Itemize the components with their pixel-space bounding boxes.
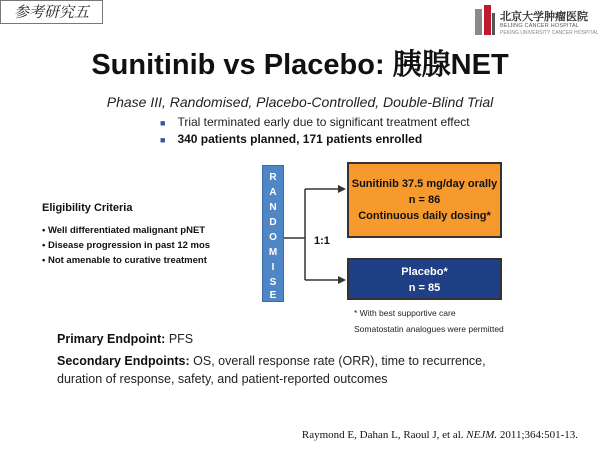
bullet-text: Trial terminated early due to significant treatment effect xyxy=(177,115,470,129)
citation-journal: NEJM. xyxy=(466,429,498,441)
arm-line: Sunitinib 37.5 mg/day orally xyxy=(351,178,498,190)
bullet-icon: ■ xyxy=(160,117,166,128)
eligibility-item: • Disease progression in past 12 mos xyxy=(42,240,211,251)
allocation-ratio: 1:1 xyxy=(314,235,330,247)
randomise-letter: I xyxy=(271,262,275,273)
arm-line: Continuous daily dosing* xyxy=(358,210,491,222)
arm-line: n = 85 xyxy=(408,282,441,294)
bullet-text: 340 patients planned, 171 patients enrolled xyxy=(177,132,423,146)
slide-title: Sunitinib vs Placebo: 胰腺NET xyxy=(91,49,509,81)
randomise-letter: E xyxy=(269,290,277,301)
citation xyxy=(302,429,578,441)
slide-subtitle: Phase III, Randomised, Placebo-Controlled, Double-Blind Trial xyxy=(106,94,494,110)
citation-details: 2011;364:501-13. xyxy=(497,429,578,441)
placebo-arm-box xyxy=(347,258,502,300)
randomise-letter: S xyxy=(269,277,277,288)
footnote-somatostatin: Somatostatin analogues were permitted xyxy=(354,324,504,334)
logo-english-subtext: PEKING UNIVERSITY CANCER HOSPITAL xyxy=(500,30,599,36)
randomise-letter: N xyxy=(269,202,277,213)
eligibility-item: • Well differentiated malignant pNET xyxy=(42,225,206,236)
secondary-endpoints-continued: duration of response, safety, and patient-reported outcomes xyxy=(57,372,388,386)
logo-english-text: BEIJING CANCER HOSPITAL xyxy=(500,23,580,29)
arm-line: Placebo* xyxy=(401,266,448,278)
secondary-endpoints xyxy=(57,354,486,368)
randomise-letter: D xyxy=(269,217,277,228)
secondary-endpoints-value: OS, overall response rate (ORR), time to recurrence, xyxy=(189,354,486,368)
citation-authors: Raymond E, Dahan L, Raoul J, et al. xyxy=(301,429,467,441)
eligibility-item: • Not amenable to curative treatment xyxy=(42,255,207,266)
randomise-box xyxy=(262,165,284,302)
secondary-endpoints-label: Secondary Endpoints: xyxy=(57,354,190,368)
randomise-letter: R xyxy=(269,172,277,183)
reference-study-tag: 参考研究五 xyxy=(0,0,103,24)
randomise-letter: A xyxy=(269,187,277,198)
footnote-supportive-care: * With best supportive care xyxy=(354,308,456,318)
randomise-letter: M xyxy=(268,247,278,258)
logo-chinese-text: 北京大学肿瘤医院 xyxy=(500,10,588,23)
primary-endpoint-value: PFS xyxy=(165,332,194,346)
randomise-letter: O xyxy=(269,232,277,243)
eligibility-title: Eligibility Criteria xyxy=(42,202,133,214)
sunitinib-arm-box xyxy=(347,162,502,238)
arm-line: n = 86 xyxy=(408,194,441,206)
primary-endpoint xyxy=(57,332,193,346)
bullet-icon: ■ xyxy=(160,134,166,145)
primary-endpoint-label: Primary Endpoint: xyxy=(57,332,166,346)
